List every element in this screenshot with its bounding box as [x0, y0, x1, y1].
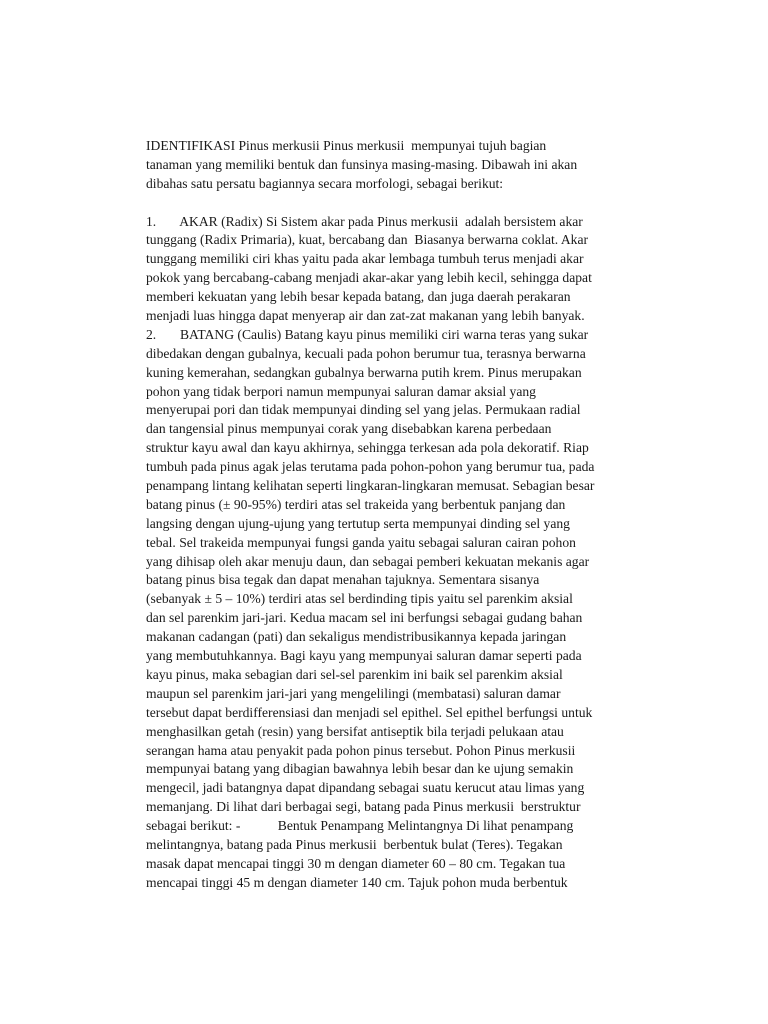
text-line: tebal. Sel trakeida mempunyai fungsi ganda yaitu sebagai saluran cairan pohon — [146, 534, 576, 550]
text-line: 2. BATANG (Caulis) Batang kayu pinus memiliki ciri warna teras yang sukar — [146, 326, 589, 342]
text-line: sebagai berikut: - Bentuk Penampang Melintangnya Di lihat penampang — [146, 818, 574, 834]
text-line: (sebanyak ± 5 – 10%) terdiri atas sel berdinding tipis yaitu sel parenkim aksial — [146, 591, 573, 607]
text-line: mencapai tinggi 45 m dengan diameter 140 cm. Tajuk pohon muda berbentuk — [146, 874, 568, 890]
text-line: pokok yang bercabang-cabang menjadi akar-akar yang lebih kecil, sehingga dapat — [146, 270, 592, 286]
text-line: yang dihisap oleh akar menuju daun, dan sebagai pemberi kekuatan mekanis agar — [146, 553, 590, 569]
text-line: langsing dengan ujung-ujung yang tertutup serta mempunyai dinding sel yang — [146, 515, 570, 531]
text-line: serangan hama atau penyakit pada pohon pinus tersebut. Pohon Pinus merkusii — [146, 742, 576, 758]
text-line: pohon yang tidak berpori namun mempunyai saluran damar aksial yang — [146, 383, 536, 399]
text-line: tersebut dapat berdifferensiasi dan menjadi sel epithel. Sel epithel berfungsi untuk — [146, 704, 593, 720]
text-line: tunggang memiliki ciri khas yaitu pada akar lembaga tumbuh terus menjadi akar — [146, 251, 584, 267]
text-line: batang pinus (± 90-95%) terdiri atas sel trakeida yang berbentuk panjang dan — [146, 496, 566, 512]
text-line: dibedakan dengan gubalnya, kecuali pada pohon berumur tua, terasnya berwarna — [146, 345, 586, 361]
text-line: menghasilkan getah (resin) yang bersifat antiseptik bila terjadi pelukaan atau — [146, 723, 564, 739]
text-line: IDENTIFIKASI Pinus merkusii Pinus merkusii mempunyai tujuh bagian — [146, 138, 547, 153]
text-line: kuning kemerahan, sedangkan gubalnya berwarna putih krem. Pinus merupakan — [146, 364, 582, 380]
document-text — [146, 137, 666, 893]
text-line: maupun sel parenkim jari-jari yang mengelilingi (membatasi) saluran damar — [146, 685, 561, 701]
text-line: masak dapat mencapai tinggi 30 m dengan diameter 60 – 80 cm. Tegakan tua — [146, 855, 566, 871]
text-line: dan sel parenkim jari-jari. Kedua macam sel ini berfungsi sebagai gudang bahan — [146, 610, 583, 626]
text-line: memberi kekuatan yang lebih besar kepada batang, dan juga daerah perakaran — [146, 289, 571, 305]
text-line: mempunyai batang yang dibagian bawahnya lebih besar dan ke ujung semakin — [146, 761, 574, 777]
text-line: mengecil, jadi batangnya dapat dipandang sebagai suatu kerucut atau limas yang — [146, 780, 585, 796]
text-line: dan tangensial pinus mempunyai corak yang disebabkan karena perbedaan — [146, 421, 552, 437]
text-line: makanan cadangan (pati) dan sekaligus mendistribusikannya kepada jaringan — [146, 629, 567, 645]
text-line: batang pinus bisa tegak dan dapat menahan tajuknya. Sementara sisanya — [146, 572, 540, 588]
text-line: 1. AKAR (Radix) Si Sistem akar pada Pinus merkusii adalah bersistem akar — [146, 213, 583, 229]
text-line: memanjang. Di lihat dari berbagai segi, batang pada Pinus merkusii berstruktur — [146, 799, 581, 815]
text-line: penampang lintang kelihatan seperti lingkaran-lingkaran memusat. Sebagian besar — [146, 478, 595, 494]
text-line: tumbuh pada pinus agak jelas terutama pada pohon-pohon yang berumur tua, pada — [146, 459, 595, 475]
body-paragraphs — [146, 213, 666, 893]
text-line: menyerupai pori dan tidak mempunyai dinding sel yang jelas. Permukaan radial — [146, 402, 581, 418]
text-line: melintangnya, batang pada Pinus merkusii berbentuk bulat (Teres). Tegakan — [146, 836, 563, 852]
text-line: yang membutuhkannya. Bagi kayu yang mempunyai saluran damar seperti pada — [146, 648, 582, 664]
intro-paragraph — [146, 137, 666, 194]
text-line: tunggang (Radix Primaria), kuat, bercabang dan Biasanya berwarna coklat. Akar — [146, 232, 589, 248]
text-line: kayu pinus, maka sebagian dari sel-sel parenkim ini baik sel parenkim aksial — [146, 666, 563, 682]
text-line: dibahas satu persatu bagiannya secara morfologi, sebagai berikut: — [146, 175, 504, 191]
text-line: menjadi luas hingga dapat menyerap air dan zat-zat makanan yang lebih banyak. — [146, 308, 585, 324]
text-line: struktur kayu awal dan kayu akhirnya, sehingga terkesan ada pola dekoratif. Riap — [146, 440, 589, 456]
paragraph-spacer — [146, 194, 666, 213]
text-line: tanaman yang memiliki bentuk dan funsinya masing-masing. Dibawah ini akan — [146, 156, 578, 172]
